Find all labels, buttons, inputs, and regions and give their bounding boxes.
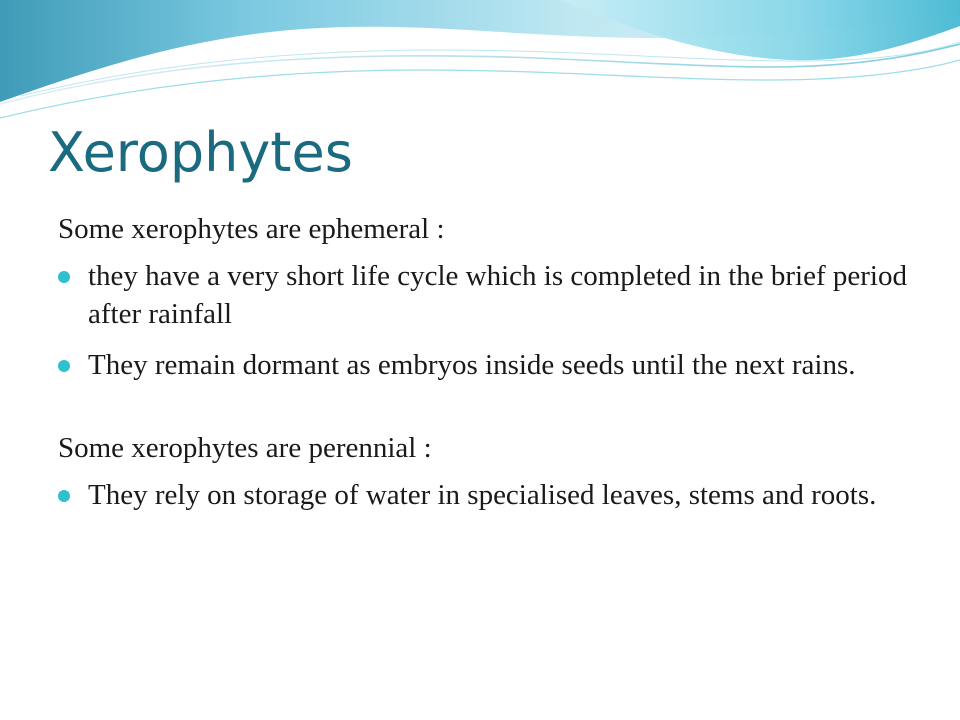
bullet-dot-icon <box>58 490 70 502</box>
bullet-text: they have a very short life cycle which is completed in the brief period after rainfall <box>88 260 907 330</box>
bullet-list-ephemeral <box>58 257 918 384</box>
slide-body <box>58 210 918 527</box>
wave-header-decoration <box>0 0 960 130</box>
slide-title: Xerophytes <box>48 121 353 184</box>
bullet-item <box>58 346 918 384</box>
section-heading-ephemeral: Some xerophytes are ephemeral : <box>58 213 445 245</box>
bullet-dot-icon <box>58 360 70 372</box>
bullet-list-perennial <box>58 476 918 514</box>
bullet-text: They rely on storage of water in specialised leaves, stems and roots. <box>88 479 877 511</box>
bullet-item <box>58 476 918 514</box>
section-spacer <box>58 397 918 429</box>
bullet-item <box>58 257 918 333</box>
bullet-dot-icon <box>58 271 70 283</box>
section-heading-perennial: Some xerophytes are perennial : <box>58 432 432 464</box>
bullet-text: They remain dormant as embryos inside seeds until the next rains. <box>88 349 856 381</box>
